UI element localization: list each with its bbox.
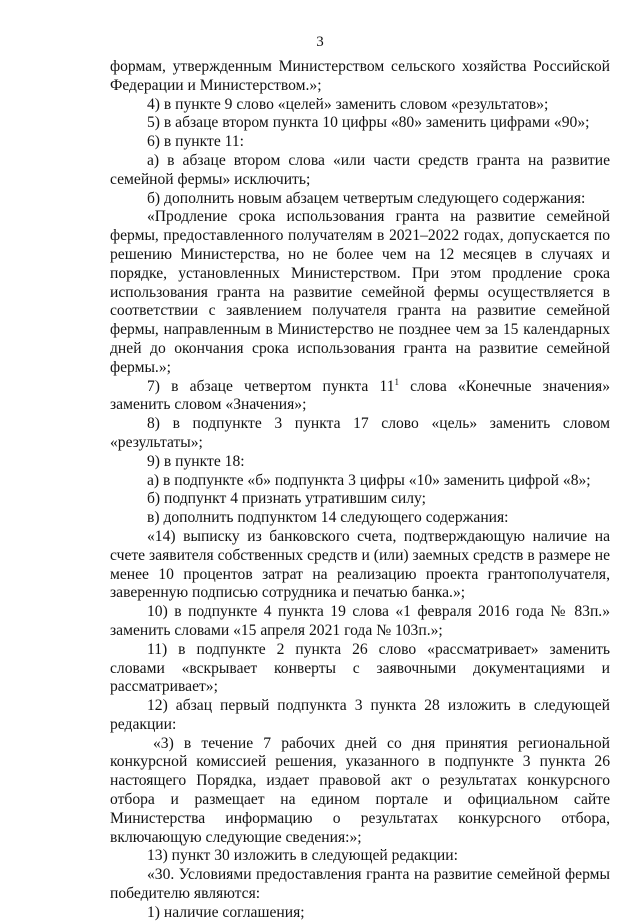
paragraph-quote-subitem-14: «14) выписку из банковского счета, подтверждающую наличие на счете заявителя собственных средств и (или) заемных средств в размере не менее 10 процентов затрат на реализацию проекта грантополучателя, заверенную подписью сотрудника и печатью банка.»; xyxy=(110,527,610,602)
paragraph-condition-1: 1) наличие соглашения; xyxy=(147,903,305,921)
paragraph-quote-item-30: «30. Условиями предоставления гранта на развитие семейной фермы победителю являются: xyxy=(110,866,610,903)
paragraph-item-12: 12) абзац первый подпункта 3 пункта 28 изложить в следующей редакции: xyxy=(110,697,610,733)
paragraph-item-13: 13) пункт 30 изложить в следующей редакции: xyxy=(147,847,458,865)
paragraph-item-11: 11) в подпункте 2 пункта 26 слово «рассматривает» заменить словами «вскрывает конверты с заявочными документациями и рассматривает»; xyxy=(110,640,610,696)
paragraph-item-7-after: слова «Конечные значения» заменить словом «Значения»; xyxy=(110,377,610,414)
paragraph-item-6b: б) дополнить новым абзацем четвертым следующего содержания: xyxy=(147,189,586,207)
page-number: 3 xyxy=(316,34,324,50)
paragraph-item-6: 6) в пункте 11: xyxy=(147,133,244,151)
paragraph-item-5: 5) в абзаце втором пункта 10 цифры «80» заменить цифрами «90»; xyxy=(147,114,590,132)
paragraph-item-9: 9) в пункте 18: xyxy=(147,452,245,470)
paragraph-item-7-before: 7) в абзаце четвертом пункта 11 xyxy=(147,377,395,395)
paragraph-item-7-superscript: 1 xyxy=(394,376,400,387)
paragraph-item-9a: а) в подпункте «б» подпункта 3 цифры «10» заменить цифрой «8»; xyxy=(147,471,591,489)
document-body xyxy=(110,58,610,923)
paragraph-item-6a: а) в абзаце втором слова «или части средств гранта на развитие семейной фермы» исключить; xyxy=(110,151,610,188)
paragraph-quote-subitem-3: «3) в течение 7 рабочих дней со дня принятия региональной конкурсной комиссией решения, указанного в подпункте 3 пункта 26 настоящего Порядка, издает правовой акт о результатах конкурсного отбора и размещает на едином портале и официальном сайте Министерства информацию о результатах конкурсного отбора, включающую следующие сведения:»; xyxy=(110,734,610,846)
paragraph-item-8: 8) в подпункте 3 пункта 17 слово «цель» заменить словом «результаты»; xyxy=(110,415,610,451)
paragraph-item-7 xyxy=(110,378,610,416)
paragraph-item-9v: в) дополнить подпунктом 14 следующего содержания: xyxy=(147,509,509,527)
paragraph-continuation: формам, утвержденным Министерством сельского хозяйства Российской Федерации и Министерством.»; xyxy=(110,58,610,94)
paragraph-quote-extension: «Продление срока использования гранта на развитие семейной фермы, предоставленного получателям в 2021–2022 годах, допускается по решению Министерства, но не более чем на 12 месяцев в случаях и порядке, установленных Министерством. При этом продление срока использования гранта на развитие семейной фермы осуществляется в соответствии с заявлением получателя гранта на развитие семейной фермы, направленным в Министерство не позднее чем за 15 календарных дней до окончания срока использования гранта на развитие семейной фермы.»; xyxy=(110,208,610,376)
paragraph-item-4: 4) в пункте 9 слово «целей» заменить словом «результатов»; xyxy=(147,95,549,113)
paragraph-item-10: 10) в подпункте 4 пункта 19 слова «1 февраля 2016 года № 83п.» заменить словами «15 апреля 2021 года № 103п.»; xyxy=(110,603,610,639)
paragraph-item-9b: б) подпункт 4 признать утратившим силу; xyxy=(147,490,426,508)
